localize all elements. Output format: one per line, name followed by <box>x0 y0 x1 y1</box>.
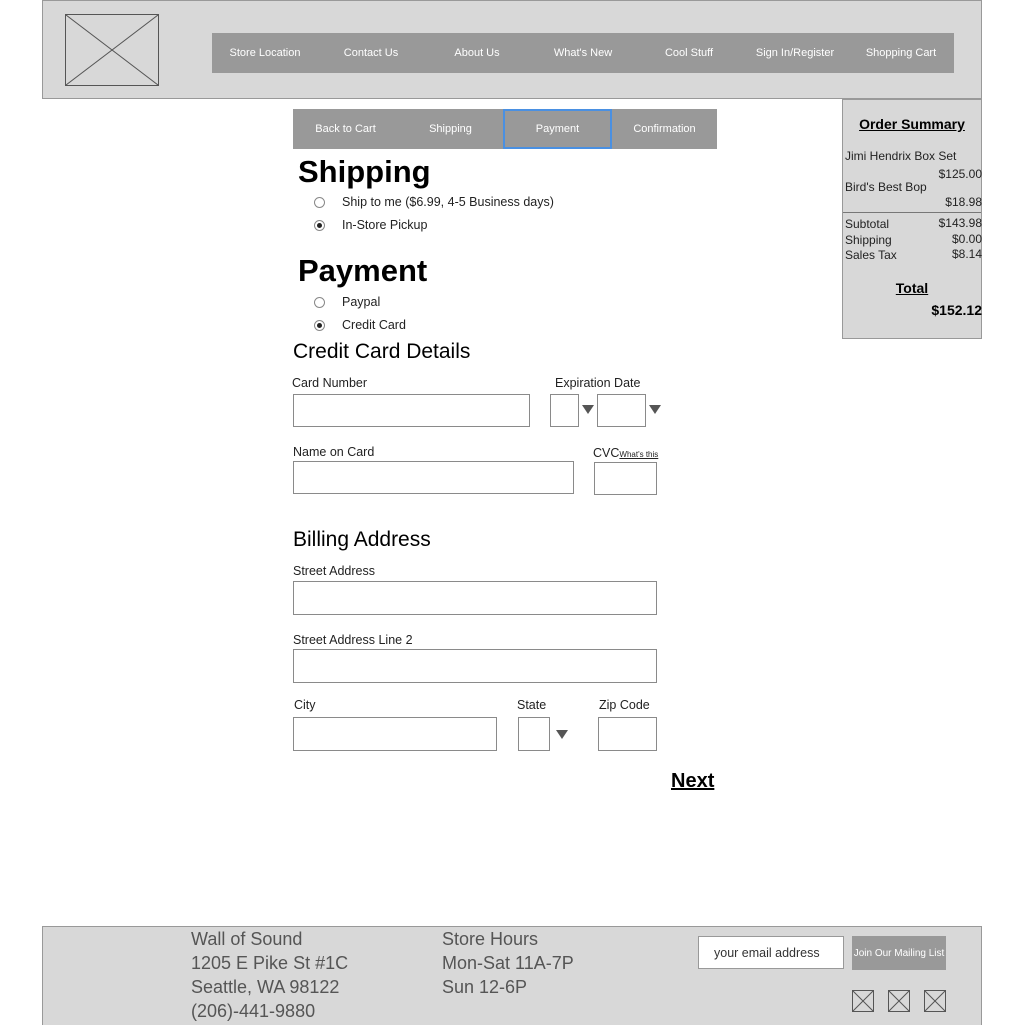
shipping-cost-value: $0.00 <box>951 232 982 246</box>
total-value: $152.12 <box>931 302 982 318</box>
shipping-option-label: In-Store Pickup <box>342 218 428 232</box>
social-placeholder-icon <box>853 991 873 1011</box>
nav-whats-new[interactable]: What's New <box>553 47 613 59</box>
payment-option-credit-card[interactable] <box>314 318 406 332</box>
shipping-option-label: Ship to me ($6.99, 4-5 Business days) <box>342 195 554 209</box>
summary-divider <box>843 212 981 213</box>
store-street: 1205 E Pike St #1C <box>191 953 349 973</box>
zip-code-input[interactable] <box>598 717 657 751</box>
store-name: Wall of Sound <box>191 929 303 949</box>
step-back-to-cart[interactable]: Back to Cart <box>315 123 376 135</box>
image-placeholder-icon <box>66 15 158 85</box>
social-link-2[interactable] <box>888 990 910 1012</box>
state-label: State <box>517 698 547 712</box>
store-phone[interactable]: (206)-441-9880 <box>191 1001 316 1021</box>
checkout-steps <box>293 109 717 149</box>
chevron-down-icon[interactable] <box>649 405 661 414</box>
social-link-1[interactable] <box>852 990 874 1012</box>
cvc-label-text: CVC <box>593 446 620 460</box>
card-number-input[interactable] <box>293 394 530 427</box>
social-placeholder-icon <box>925 991 945 1011</box>
card-number-label: Card Number <box>292 376 368 390</box>
total-label: Total <box>895 280 929 296</box>
street-address-input[interactable] <box>293 581 657 615</box>
step-confirmation[interactable]: Confirmation <box>633 123 696 135</box>
store-hours-sunday: Sun 12-6P <box>442 977 528 997</box>
store-city: Seattle, WA 98122 <box>191 977 340 997</box>
credit-card-heading: Credit Card Details <box>293 340 471 363</box>
billing-address-heading: Billing Address <box>293 528 431 551</box>
store-hours-weekday: Mon-Sat 11A-7P <box>442 953 574 973</box>
social-placeholder-icon <box>889 991 909 1011</box>
email-input-placeholder: your email address <box>714 945 820 960</box>
shipping-heading: Shipping <box>298 154 431 189</box>
order-summary-title: Order Summary <box>859 116 965 132</box>
store-address-block <box>191 927 348 1023</box>
sales-tax-value: $8.14 <box>951 247 982 261</box>
nav-about-us[interactable]: About Us <box>454 47 500 59</box>
email-input[interactable] <box>698 936 844 969</box>
name-on-card-label: Name on Card <box>293 445 375 459</box>
step-payment[interactable]: Payment <box>503 109 612 149</box>
social-link-3[interactable] <box>924 990 946 1012</box>
nav-sign-in-register[interactable]: Sign In/Register <box>755 47 835 59</box>
nav-contact-us[interactable]: Contact Us <box>343 47 399 59</box>
subtotal-value: $143.98 <box>938 216 982 230</box>
shipping-option-ship-to-me[interactable] <box>314 195 554 209</box>
street-address-line2-input[interactable] <box>293 649 657 683</box>
expiration-month-select[interactable] <box>550 394 579 427</box>
summary-item-price: $18.98 <box>945 195 982 209</box>
cvc-label <box>593 446 658 460</box>
payment-option-label: Credit Card <box>342 318 406 332</box>
street-address-line2-label: Street Address Line 2 <box>293 633 413 647</box>
cvc-input[interactable] <box>594 462 657 495</box>
expiration-date-label: Expiration Date <box>555 376 641 390</box>
next-button[interactable]: Next <box>671 770 715 792</box>
join-mailing-list-button[interactable]: Join Our Mailing List <box>852 936 946 970</box>
radio-button[interactable] <box>314 197 325 208</box>
store-hours-block <box>442 927 574 999</box>
radio-button-checked[interactable] <box>314 320 325 331</box>
subtotal-label: Subtotal <box>845 217 890 231</box>
sales-tax-label: Sales Tax <box>845 248 897 262</box>
summary-item-name: Bird's Best Bop <box>845 180 927 194</box>
logo-placeholder[interactable] <box>65 14 159 86</box>
nav-shopping-cart[interactable]: Shopping Cart <box>865 47 937 59</box>
city-label: City <box>294 698 316 712</box>
cvc-help-link[interactable]: What's this <box>619 450 659 459</box>
summary-item-price: $125.00 <box>938 167 982 181</box>
chevron-down-icon[interactable] <box>556 730 568 739</box>
name-on-card-input[interactable] <box>293 461 574 494</box>
main-nav <box>212 33 954 73</box>
shipping-option-in-store-pickup[interactable] <box>314 218 427 232</box>
state-select[interactable] <box>518 717 550 751</box>
payment-heading: Payment <box>298 253 428 288</box>
step-shipping[interactable]: Shipping <box>429 123 472 135</box>
zip-code-label: Zip Code <box>599 698 650 712</box>
payment-option-label: Paypal <box>342 295 381 309</box>
summary-item-name: Jimi Hendrix Box Set <box>845 149 957 163</box>
store-hours-title: Store Hours <box>442 929 539 949</box>
street-address-label: Street Address <box>293 564 375 578</box>
chevron-down-icon[interactable] <box>582 405 594 414</box>
radio-button-checked[interactable] <box>314 220 325 231</box>
nav-store-location[interactable]: Store Location <box>229 47 301 59</box>
payment-option-paypal[interactable] <box>314 295 380 309</box>
radio-button[interactable] <box>314 297 325 308</box>
nav-cool-stuff[interactable]: Cool Stuff <box>664 47 714 59</box>
shipping-cost-label: Shipping <box>845 233 892 247</box>
city-input[interactable] <box>293 717 497 751</box>
expiration-year-select[interactable] <box>597 394 646 427</box>
